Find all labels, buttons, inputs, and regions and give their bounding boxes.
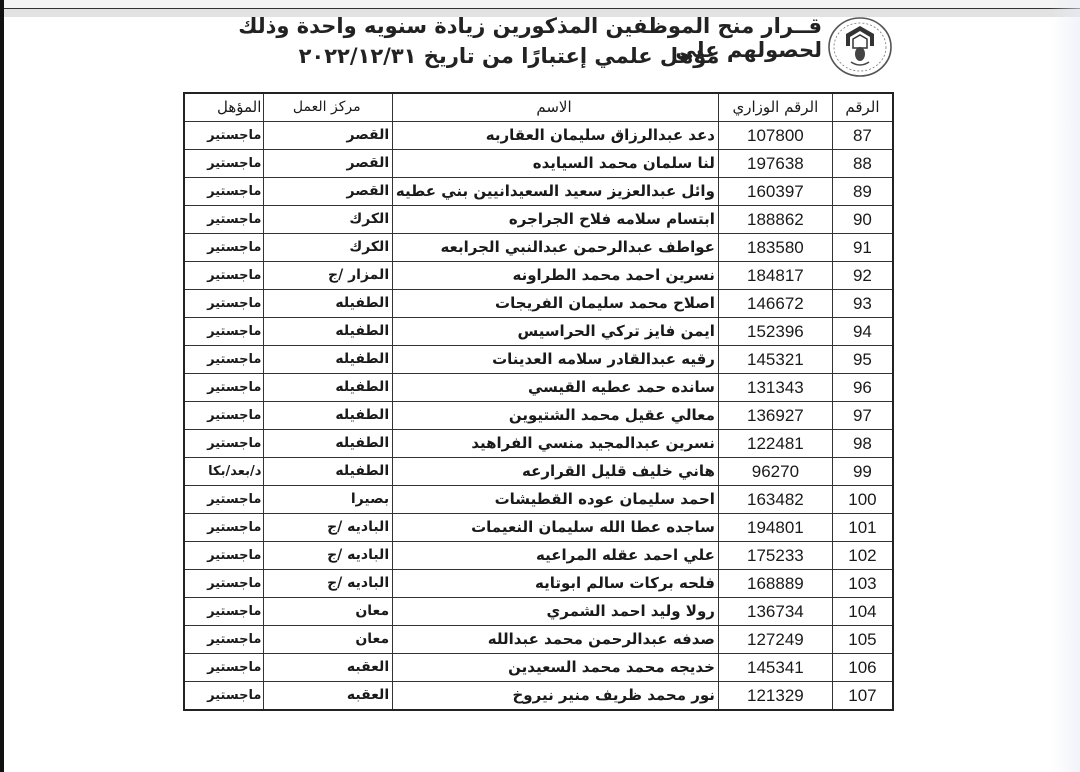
cell-qualification: ماجستير — [184, 626, 264, 654]
cell-rank: 107 — [832, 682, 893, 711]
cell-rank: 99 — [832, 458, 893, 486]
table-header-row — [184, 93, 893, 122]
cell-rank: 91 — [832, 234, 893, 262]
table-row — [184, 430, 893, 458]
cell-rank: 88 — [832, 150, 893, 178]
cell-name: ايمن فايز تركي الحراسيس — [393, 318, 719, 346]
cell-ministerial-number: 145341 — [718, 654, 832, 682]
cell-name: ساجده عطا الله سليمان النعيمات — [393, 514, 719, 542]
cell-work-center: الطفيله — [264, 346, 393, 374]
cell-work-center: الكرك — [264, 206, 393, 234]
cell-ministerial-number: 145321 — [718, 346, 832, 374]
employees-table — [183, 92, 894, 711]
cell-qualification: ماجستير — [184, 150, 264, 178]
table-row — [184, 290, 893, 318]
cell-work-center: الباديه /ج — [264, 542, 393, 570]
cell-rank: 103 — [832, 570, 893, 598]
cell-name: نور محمد ظريف منير نيروخ — [393, 682, 719, 711]
table-row — [184, 122, 893, 150]
cell-name: معالي عقيل محمد الشتيوين — [393, 402, 719, 430]
cell-name: وائل عبدالعزيز سعيد السعيدانيين بني عطيه — [393, 178, 719, 206]
cell-rank: 104 — [832, 598, 893, 626]
cell-rank: 87 — [832, 122, 893, 150]
cell-qualification: د/بعد/بكا — [184, 458, 264, 486]
table-row — [184, 374, 893, 402]
cell-work-center: الطفيله — [264, 458, 393, 486]
cell-ministerial-number: 122481 — [718, 430, 832, 458]
cell-work-center: القصر — [264, 122, 393, 150]
cell-qualification: ماجستير — [184, 514, 264, 542]
cell-name: نسرين عبدالمجيد منسي الفراهيد — [393, 430, 719, 458]
cell-ministerial-number: 136734 — [718, 598, 832, 626]
cell-work-center: الكرك — [264, 234, 393, 262]
cell-ministerial-number: 184817 — [718, 262, 832, 290]
cell-ministerial-number: 194801 — [718, 514, 832, 542]
cell-name: صدفه عبدالرحمن محمد عبدالله — [393, 626, 719, 654]
cell-name: رقيه عبدالقادر سلامه العدينات — [393, 346, 719, 374]
cell-ministerial-number: 96270 — [718, 458, 832, 486]
cell-ministerial-number: 121329 — [718, 682, 832, 711]
table-row — [184, 234, 893, 262]
table-row — [184, 318, 893, 346]
cell-rank: 105 — [832, 626, 893, 654]
cell-qualification: ماجستير — [184, 402, 264, 430]
cell-qualification: ماجستير — [184, 178, 264, 206]
cell-qualification: ماجستير — [184, 654, 264, 682]
page-left-edge — [0, 0, 4, 772]
cell-name: دعد عبدالرزاق سليمان العقاربه — [393, 122, 719, 150]
cell-rank: 95 — [832, 346, 893, 374]
cell-ministerial-number: 175233 — [718, 542, 832, 570]
cell-ministerial-number: 107800 — [718, 122, 832, 150]
cell-work-center: الطفيله — [264, 430, 393, 458]
table-row — [184, 514, 893, 542]
cell-rank: 102 — [832, 542, 893, 570]
cell-name: سانده حمد عطيه القيسي — [393, 374, 719, 402]
header-work-center: مركز العمل — [264, 93, 393, 122]
cell-name: علي احمد عقله المراعيه — [393, 542, 719, 570]
cell-qualification: ماجستير — [184, 346, 264, 374]
header-rank: الرقم — [832, 93, 893, 122]
cell-ministerial-number: 163482 — [718, 486, 832, 514]
table-row — [184, 598, 893, 626]
page-top-edge — [0, 0, 1080, 9]
table-row — [184, 402, 893, 430]
table-row — [184, 542, 893, 570]
cell-rank: 97 — [832, 402, 893, 430]
cell-rank: 94 — [832, 318, 893, 346]
cell-work-center: الطفيله — [264, 290, 393, 318]
cell-work-center: معان — [264, 626, 393, 654]
table-row — [184, 206, 893, 234]
table-row — [184, 458, 893, 486]
header-qualification: المؤهل — [184, 93, 264, 122]
table-row — [184, 150, 893, 178]
cell-rank: 100 — [832, 486, 893, 514]
cell-ministerial-number: 168889 — [718, 570, 832, 598]
table-row — [184, 178, 893, 206]
cell-qualification: ماجستير — [184, 598, 264, 626]
header-ministerial-number: الرقم الوزاري — [718, 93, 832, 122]
table-row — [184, 682, 893, 711]
cell-qualification: ماجستير — [184, 542, 264, 570]
cell-name: لنا سلمان محمد السيايده — [393, 150, 719, 178]
cell-ministerial-number: 127249 — [718, 626, 832, 654]
cell-qualification: ماجستير — [184, 374, 264, 402]
cell-rank: 106 — [832, 654, 893, 682]
page-right-shading — [1050, 0, 1080, 772]
table-row — [184, 570, 893, 598]
cell-name: خديجه محمد محمد السعيدين — [393, 654, 719, 682]
cell-qualification: ماجستير — [184, 122, 264, 150]
cell-qualification: ماجستير — [184, 570, 264, 598]
cell-ministerial-number: 183580 — [718, 234, 832, 262]
cell-qualification: ماجستير — [184, 682, 264, 711]
cell-qualification: ماجستير — [184, 430, 264, 458]
cell-ministerial-number: 197638 — [718, 150, 832, 178]
cell-name: نسرين احمد محمد الطراونه — [393, 262, 719, 290]
cell-qualification: ماجستير — [184, 262, 264, 290]
cell-name: احمد سليمان عوده القطيشات — [393, 486, 719, 514]
cell-ministerial-number: 188862 — [718, 206, 832, 234]
cell-work-center: الطفيله — [264, 318, 393, 346]
cell-work-center: القصر — [264, 178, 393, 206]
cell-qualification: ماجستير — [184, 290, 264, 318]
cell-ministerial-number: 131343 — [718, 374, 832, 402]
table-row — [184, 486, 893, 514]
cell-rank: 93 — [832, 290, 893, 318]
cell-ministerial-number: 152396 — [718, 318, 832, 346]
cell-name: رولا وليد احمد الشمري — [393, 598, 719, 626]
cell-ministerial-number: 136927 — [718, 402, 832, 430]
cell-name: فلحه بركات سالم ابوتايه — [393, 570, 719, 598]
header-name: الاسم — [393, 93, 719, 122]
cell-work-center: معان — [264, 598, 393, 626]
cell-qualification: ماجستير — [184, 318, 264, 346]
ministry-emblem-logo — [826, 16, 894, 78]
cell-work-center: العقبه — [264, 654, 393, 682]
cell-rank: 89 — [832, 178, 893, 206]
table-row — [184, 654, 893, 682]
cell-work-center: الطفيله — [264, 374, 393, 402]
cell-rank: 96 — [832, 374, 893, 402]
document-title-line-2: مؤهل علمي إعتبارًا من تاريخ ٢٠٢٢/١٢/٣١ — [298, 44, 720, 68]
cell-rank: 101 — [832, 514, 893, 542]
document-title-line-1: قــرار منح الموظفين المذكورين زيادة سنويه واحدة وذلك لحصولهم على — [238, 14, 822, 62]
cell-rank: 98 — [832, 430, 893, 458]
cell-work-center: الطفيله — [264, 402, 393, 430]
table-row — [184, 262, 893, 290]
cell-work-center: القصر — [264, 150, 393, 178]
cell-work-center: العقبه — [264, 682, 393, 711]
cell-name: هاني خليف قليل القرارعه — [393, 458, 719, 486]
cell-work-center: الباديه /ج — [264, 514, 393, 542]
cell-rank: 90 — [832, 206, 893, 234]
cell-rank: 92 — [832, 262, 893, 290]
table-row — [184, 346, 893, 374]
cell-work-center: الباديه /ج — [264, 570, 393, 598]
cell-qualification: ماجستير — [184, 206, 264, 234]
cell-ministerial-number: 146672 — [718, 290, 832, 318]
table-row — [184, 626, 893, 654]
cell-name: ابتسام سلامه فلاح الجراجره — [393, 206, 719, 234]
cell-work-center: بصيرا — [264, 486, 393, 514]
cell-name: عواطف عبدالرحمن عبدالنبي الجرابعه — [393, 234, 719, 262]
cell-ministerial-number: 160397 — [718, 178, 832, 206]
cell-work-center: المزار /ج — [264, 262, 393, 290]
cell-qualification: ماجستير — [184, 234, 264, 262]
cell-name: اصلاح محمد سليمان الفريجات — [393, 290, 719, 318]
cell-qualification: ماجستير — [184, 486, 264, 514]
